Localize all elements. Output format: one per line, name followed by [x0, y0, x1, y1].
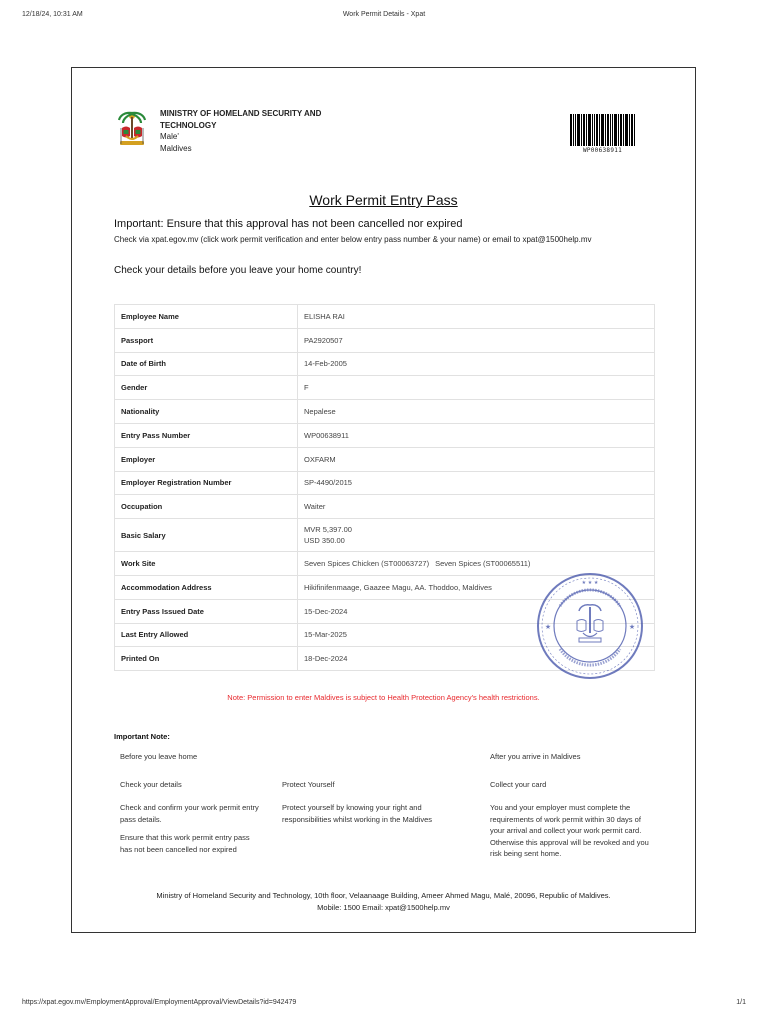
ministry-name: MINISTRY OF HOMELAND SECURITY AND TECHNOLOGY	[160, 109, 322, 130]
barcode-number: WP00638911	[582, 147, 623, 154]
detail-value: OXFARM	[298, 447, 655, 471]
svg-text:★: ★	[544, 623, 552, 631]
ministry-city: Male'	[160, 132, 179, 141]
print-title: Work Permit Details - Xpat	[342, 11, 426, 18]
before-leave-heading: Before you leave home	[120, 752, 198, 761]
protect-yourself-text	[282, 802, 462, 832]
print-date: 12/18/24, 10:31 AM	[22, 11, 83, 18]
table-row	[115, 376, 655, 400]
document-title: Work Permit Entry Pass	[309, 192, 458, 208]
check-details-para-2: Ensure that this work permit entry pass has not been cancelled nor expired	[120, 833, 250, 854]
detail-label: Passport	[115, 328, 298, 352]
detail-value: ELISHA RAI	[298, 305, 655, 329]
detail-value: Hikifinifenmaage, Gaazee Magu, AA. Thoddoo, Maldives	[298, 575, 655, 599]
table-row	[115, 447, 655, 471]
after-arrive-heading: After you arrive in Maldives	[490, 752, 581, 761]
detail-value: 15-Mar-2025	[298, 623, 655, 647]
ministry-country: Maldives	[160, 143, 192, 153]
health-restriction-note: Note: Permission to enter Maldives is subject to Health Protection Agency's health restrictions.	[227, 693, 540, 702]
ministry-header	[114, 106, 374, 156]
detail-label: Last Entry Allowed	[115, 623, 298, 647]
detail-label: Entry Pass Issued Date	[115, 599, 298, 623]
maldives-emblem-icon	[114, 108, 150, 152]
detail-label: Work Site	[115, 552, 298, 576]
ministry-info	[160, 108, 340, 154]
table-row	[115, 400, 655, 424]
collect-card-para: You and your employer must complete the requirements of work permit within 30 days of your arrival and collect your work permit card. Otherwise this approval will be revoked and you risk being sent home.	[490, 803, 649, 858]
collect-card-subheading: Collect your card	[490, 780, 547, 789]
detail-label: Basic Salary	[115, 519, 298, 552]
detail-label: Employer Registration Number	[115, 471, 298, 495]
footer-address: Ministry of Homeland Security and Technology, 10th floor, Velaanaage Building, Ameer Ahmed Magu, Malé, 20096, Republic of Maldives.	[156, 891, 611, 900]
protect-yourself-para: Protect yourself by knowing your right and responsibilities whilst working in the Maldives	[282, 803, 433, 824]
check-details-para-1: Check and confirm your work permit entry pass details.	[120, 803, 259, 824]
detail-label: Gender	[115, 376, 298, 400]
check-details-text	[120, 802, 260, 862]
table-row	[115, 328, 655, 352]
detail-label: Printed On	[115, 647, 298, 671]
official-stamp-icon	[535, 571, 645, 681]
table-row	[115, 305, 655, 329]
footer-contact: Mobile: 1500 Email: xpat@1500help.mv	[317, 902, 450, 912]
detail-value	[298, 519, 655, 552]
detail-label: Entry Pass Number	[115, 423, 298, 447]
detail-value: PA2920507	[298, 328, 655, 352]
detail-value: 15-Dec-2024	[298, 599, 655, 623]
protect-yourself-subheading: Protect Yourself	[282, 780, 335, 789]
print-header	[22, 11, 746, 21]
detail-value: Waiter	[298, 495, 655, 519]
table-row	[115, 352, 655, 376]
document-page	[71, 67, 696, 933]
svg-text:★ ★ ★: ★ ★ ★	[581, 580, 599, 586]
work-site-1: Seven Spices Chicken (ST00063727)	[304, 559, 430, 569]
important-note-title: Important Note:	[114, 732, 170, 741]
detail-value: SP-4490/2015	[298, 471, 655, 495]
collect-card-text	[490, 802, 650, 867]
check-details-heading: Check your details before you leave your home country!	[114, 265, 362, 276]
important-body: Check via xpat.egov.mv (click work permit verification and enter below entry pass number & your name) or email to xpat@1500help.mv	[114, 235, 592, 244]
detail-value: 14-Feb-2005	[298, 352, 655, 376]
ministry-address-footer	[72, 890, 695, 913]
table-row	[115, 519, 655, 552]
detail-value: Nepalese	[298, 400, 655, 424]
salary-usd: USD 350.00	[304, 536, 345, 546]
table-row	[115, 471, 655, 495]
print-footer	[22, 999, 746, 1009]
salary-mvr: MVR 5,397.00	[304, 525, 352, 535]
check-details-subheading: Check your details	[120, 780, 182, 789]
detail-label: Occupation	[115, 495, 298, 519]
detail-label: Employee Name	[115, 305, 298, 329]
print-url: https://xpat.egov.mv/EmploymentApproval/EmploymentApproval/ViewDetails?id=942479	[22, 999, 297, 1006]
svg-text:★: ★	[628, 623, 636, 631]
detail-label: Date of Birth	[115, 352, 298, 376]
table-row	[115, 423, 655, 447]
detail-label: Nationality	[115, 400, 298, 424]
work-site-2: Seven Spices (ST00065511)	[435, 559, 531, 569]
detail-value: F	[298, 376, 655, 400]
table-row	[115, 495, 655, 519]
detail-value: WP00638911	[298, 423, 655, 447]
important-heading: Important: Ensure that this approval has not been cancelled nor expired	[114, 218, 463, 230]
page-number: 1/1	[736, 999, 746, 1006]
detail-value: 18-Dec-2024	[298, 647, 655, 671]
detail-label: Employer	[115, 447, 298, 471]
detail-label: Accommodation Address	[115, 575, 298, 599]
